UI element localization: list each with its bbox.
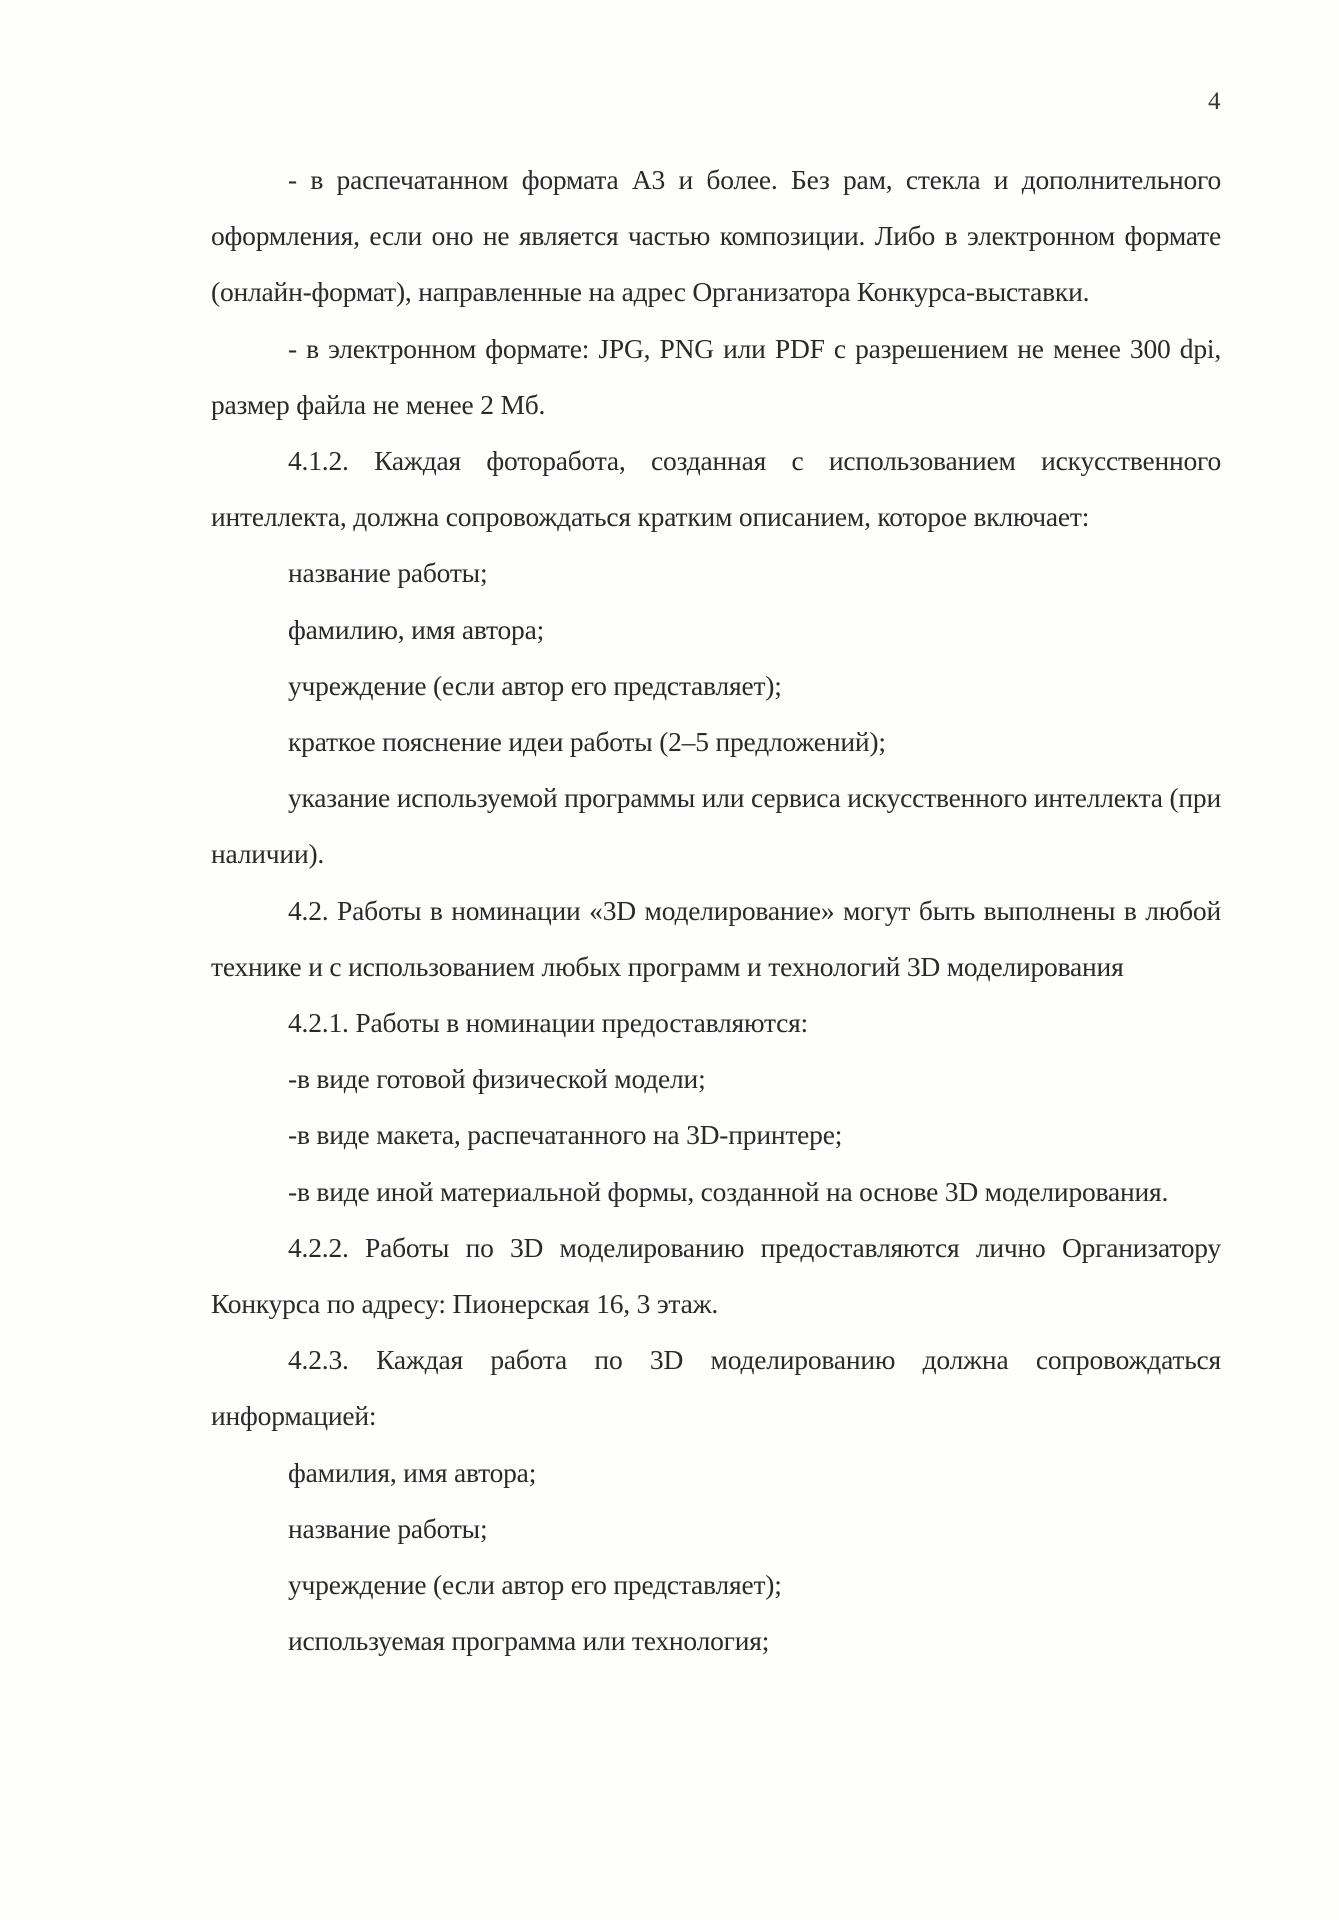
paragraph-4-2-1: 4.2.1. Работы в номинации предоставляются: [288, 1007, 808, 1039]
page-number: 4 [1208, 88, 1221, 115]
list-item: используемая программа или технология; [288, 1625, 770, 1657]
list-item: -в виде готовой физической модели; [288, 1063, 706, 1095]
list-item: название работы; [288, 557, 488, 589]
paragraph-print-format: - в распечатанном формата А3 и более. Без рам, стекла и дополнительного оформления, если оно не является частью композиции. Либо в электронном формате (онлайн-формат), направленные на адрес Организатора Конкурса-выставки. [211, 164, 1221, 308]
list-item: учреждение (если автор его представляет); [288, 1569, 782, 1601]
paragraph-4-1-2: 4.1.2. Каждая фоторабота, созданная с использованием искусственного интеллекта, должна сопровождаться кратким описанием, которое включает: [211, 445, 1221, 533]
list-item: краткое пояснение идеи работы (2–5 предложений); [288, 726, 886, 758]
list-item: фамилию, имя автора; [288, 613, 545, 645]
list-item: -в виде макета, распечатанного на 3D-принтере; [288, 1119, 843, 1151]
list-item: название работы; [288, 1512, 488, 1544]
list-item: фамилия, имя автора; [288, 1456, 537, 1488]
list-item: учреждение (если автор его представляет); [288, 669, 782, 701]
paragraph-4-2-2: 4.2.2. Работы по 3D моделированию предоставляются лично Организатору Конкурса по адресу: Пионерская 16, 3 этаж. [211, 1231, 1221, 1320]
list-item: -в виде иной материальной формы, созданной на основе 3D моделирования. [288, 1175, 1169, 1207]
paragraph-4-2: 4.2. Работы в номинации «3D моделирование» могут быть выполнены в любой технике и с использованием любых программ и технологий 3D моделирования [211, 894, 1221, 982]
list-item: указание используемой программы или сервиса искусственного интеллекта (при наличии). [211, 782, 1221, 870]
paragraph-4-2-3: 4.2.3. Каждая работа по 3D моделированию должна сопровождаться информацией: [211, 1344, 1221, 1432]
paragraph-electronic-format: - в электронном формате: JPG, PNG или PDF с разрешением не менее 300 dpi, размер файла не менее 2 Мб. [211, 332, 1221, 420]
document-body [211, 152, 1221, 1669]
